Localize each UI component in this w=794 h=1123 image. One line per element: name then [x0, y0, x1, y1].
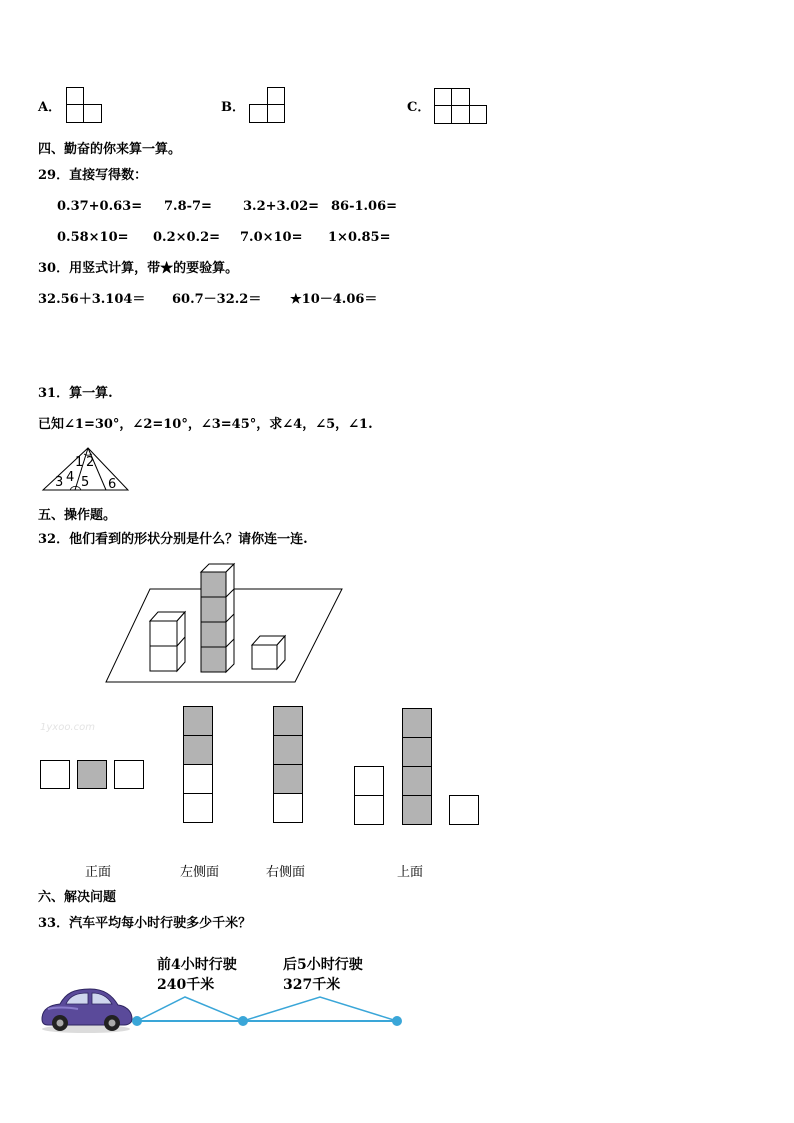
segment-1-label: 前4小时行驶 [157, 957, 237, 973]
view-label-front[interactable]: 正面 [85, 865, 112, 880]
angle-label: 6 [108, 477, 117, 492]
option-b-label: B． [221, 100, 245, 115]
angle-label: 4 [66, 470, 75, 485]
q29-title: 29．直接写得数： [38, 168, 148, 183]
option-a-label: A． [38, 100, 62, 115]
q30-item: ★10－4.06＝ [290, 292, 378, 307]
section-5-title: 五、操作题。 [38, 508, 117, 523]
q30-item: 32.56＋3.104＝ [38, 292, 146, 307]
q33-title: 33．汽车平均每小时行驶多少千米？ [38, 916, 252, 931]
segment-1-bracket [137, 997, 243, 1021]
angle-label: 1 [75, 455, 84, 470]
watermark: 1yxoo.com [40, 722, 95, 733]
section-6-title: 六、解决问题 [38, 890, 117, 905]
angle-label: 3 [55, 475, 64, 490]
option-c-label: C． [407, 100, 431, 115]
segment-1-distance: 240千米 [157, 977, 215, 993]
angle-label: 5 [81, 475, 90, 490]
q29-item: 86-1.06= [331, 199, 398, 214]
q29-item: 0.37+0.63= [57, 199, 143, 214]
q30-title: 30．用竖式计算，带★的要验算。 [38, 261, 239, 276]
q29-item: 0.2×0.2= [153, 230, 221, 245]
angle-label: 2 [86, 455, 95, 470]
q29-item: 0.58×10= [57, 230, 129, 245]
q29-item: 7.0×10= [240, 230, 303, 245]
route-point-end [392, 1016, 402, 1026]
segment-2-label: 后5小时行驶 [283, 957, 363, 973]
q29-item: 1×0.85= [328, 230, 391, 245]
section-4-title: 四、勤奋的你来算一算。 [38, 142, 182, 157]
view-label-right[interactable]: 右侧面 [266, 865, 306, 880]
q29-item: 3.2+3.02= [243, 199, 320, 214]
view-label-top[interactable]: 上面 [397, 865, 424, 880]
q30-item: 60.7－32.2＝ [172, 292, 262, 307]
q32-title: 32．他们看到的形状分别是什么？请你连一连. [38, 532, 308, 547]
view-label-left[interactable]: 左侧面 [180, 865, 220, 880]
route-point-start [132, 1016, 142, 1026]
segment-2-bracket [243, 997, 397, 1021]
segment-2-distance: 327千米 [283, 977, 341, 993]
q31-title: 31．算一算. [38, 386, 113, 401]
q31-text: 已知∠1=30°，∠2=10°，∠3=45°，求∠4，∠5，∠1. [38, 417, 373, 432]
q29-item: 7.8-7= [164, 199, 212, 214]
route-point-middle [238, 1016, 248, 1026]
